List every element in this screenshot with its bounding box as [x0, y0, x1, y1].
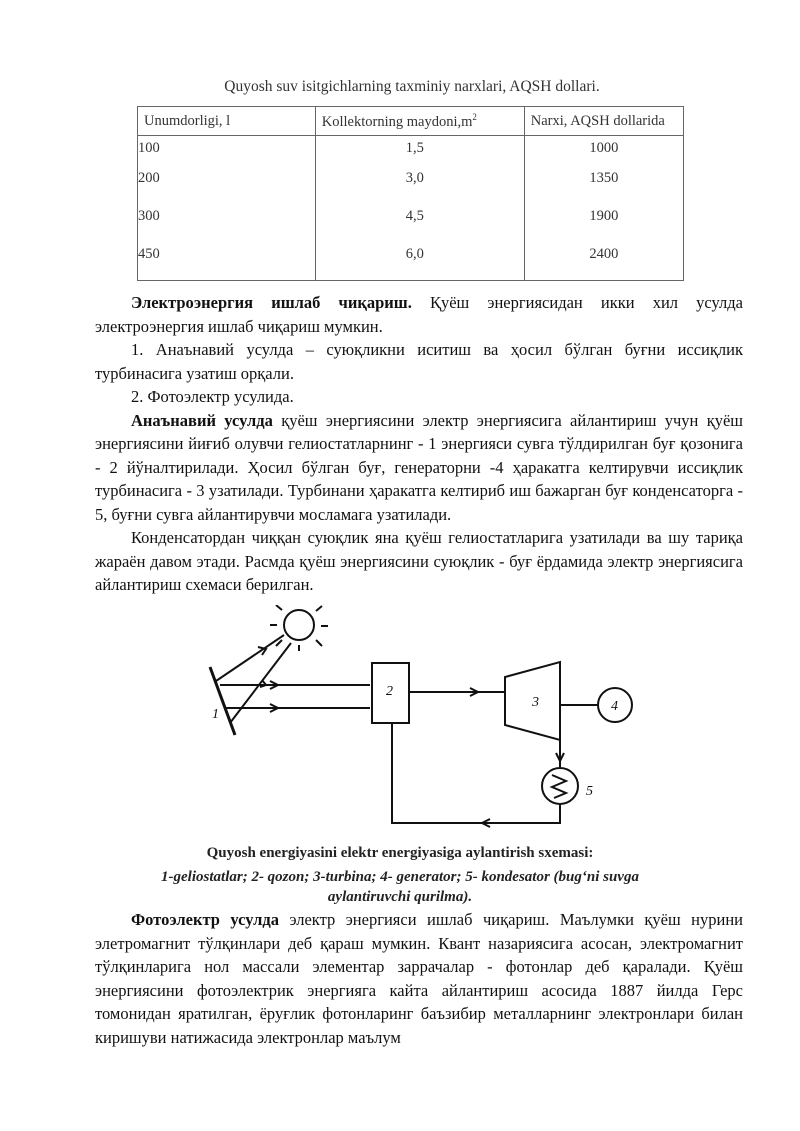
table-cell: 450 [138, 246, 316, 281]
figure-caption-title: Quyosh energiyasini elektr energiyasiga aylantirish sxemasi: [206, 845, 594, 861]
table-row [138, 136, 684, 171]
paragraph-condenser: Конденсатордан чиққан суюқлик яна қуёш гелиостатларига узатилади ва шу тариқа жараён давом этади. Расмда қуёш энергиясини суюқлик - буғ ёрдамида электр энергиясига айлантириш схемаси берилган. [95, 528, 743, 594]
sun-ray-line [230, 643, 291, 723]
label-heliostat: 1 [212, 707, 219, 722]
table-row [138, 170, 684, 208]
sun-icon [284, 610, 314, 640]
table-cell: 200 [138, 170, 316, 208]
table-cell: 3,0 [315, 170, 524, 208]
condenser-coil [552, 775, 566, 798]
label-condenser: 5 [586, 784, 593, 799]
header-collector-area-label: Kollektorning maydoni,m [321, 113, 473, 130]
table-row [138, 246, 684, 281]
section-electricity [95, 291, 743, 597]
table-cell: 1350 [524, 170, 683, 208]
label-boiler: 2 [386, 684, 393, 699]
table-cell: 1900 [524, 208, 683, 246]
condenser-circle [542, 768, 578, 804]
traditional-text: қуёш энергиясини электр энергиясига айлантириш учун қуёш энергиясини йиғиб олувчи гелиостатларнинг - 1 энергияси сувга тўлдирилган буғ қозонига - 2 йўналтирилади. Ҳосил бўлган буғ, генераторни -4 ҳаракатга келтирувчи иссиқлик турбинасига - 3 узатилади. Турбинани ҳаракатга келтириб иш бажарган буғ конденсаторга - 5, буғни сувга айлантирувчи мосламага узатилади. [95, 410, 744, 524]
table-cell: 2400 [524, 246, 683, 281]
table-title: Quyosh suv isitgichlarning taxminiy narxlari, AQSH dollari. [224, 78, 600, 95]
header-price: Narxi, AQSH dollarida [524, 107, 683, 136]
header-capacity: Unumdorligi, l [138, 107, 316, 136]
header-superscript: 2 [472, 111, 477, 122]
photoelectric-text: электр энергияси ишлаб чиқариш. Маълумки қуёш нурини элетромагнит тўлқинлари деб қараш мумкин. Квант назариясига асосан, электромагнит тўлқинларига нол массали элементар заррачалар - фотонлар деб қаралади. Қуёш энергиясини фотоэлектрик энергияга кайта айлантириш асосида 1887 йилда Герс томонидан яратилган, ёруғлик фотонларинг баъзибир металларнинг электронлари билан киришуви натижасида электронлар маълум [95, 910, 743, 1047]
solar-power-scheme-diagram [150, 605, 650, 840]
table-cell: 6,0 [315, 246, 524, 281]
table-header-row [138, 107, 684, 136]
heading-electricity: Электроэнергия ишлаб чиқариш. [131, 293, 412, 312]
sun-rays [270, 605, 328, 651]
term-photoelectric: Фотоэлектр усулда [131, 910, 279, 929]
label-generator: 4 [611, 699, 618, 714]
list-item-1: 1. Анаънавий усулда – суюқликни иситиш ва ҳосил бўлган буғни иссиқлик турбинасига узатиш орқали. [95, 340, 743, 383]
section-photoelectric [95, 908, 743, 1049]
table-cell: 4,5 [315, 208, 524, 246]
table-cell: 300 [138, 208, 316, 246]
table-cell: 1,5 [315, 136, 524, 171]
table-row [138, 208, 684, 246]
header-collector-area [315, 107, 524, 136]
paragraph-photoelectric [95, 908, 743, 1049]
intro-text: Қуёш энергиясидан икки хил усулда электроэнергия ишлаб чиқариш мумкин. [95, 293, 743, 336]
return-line [392, 723, 560, 823]
list-item-2: 2. Фотоэлектр усулида. [131, 387, 294, 406]
label-turbine: 3 [532, 695, 539, 710]
figure-caption-legend: 1-geliostatlar; 2- qozon; 3-turbina; 4- generator; 5- kondesator (bug‘ni suvga aylantiruvchi qurilma). [161, 869, 639, 905]
table-cell: 1000 [524, 136, 683, 171]
paragraph-intro [95, 291, 743, 338]
term-traditional: Анаънавий усулда [131, 410, 273, 430]
table-cell: 100 [138, 136, 316, 171]
sun-ray-line [216, 635, 284, 681]
paragraph-traditional [95, 409, 743, 527]
price-table [137, 106, 684, 281]
